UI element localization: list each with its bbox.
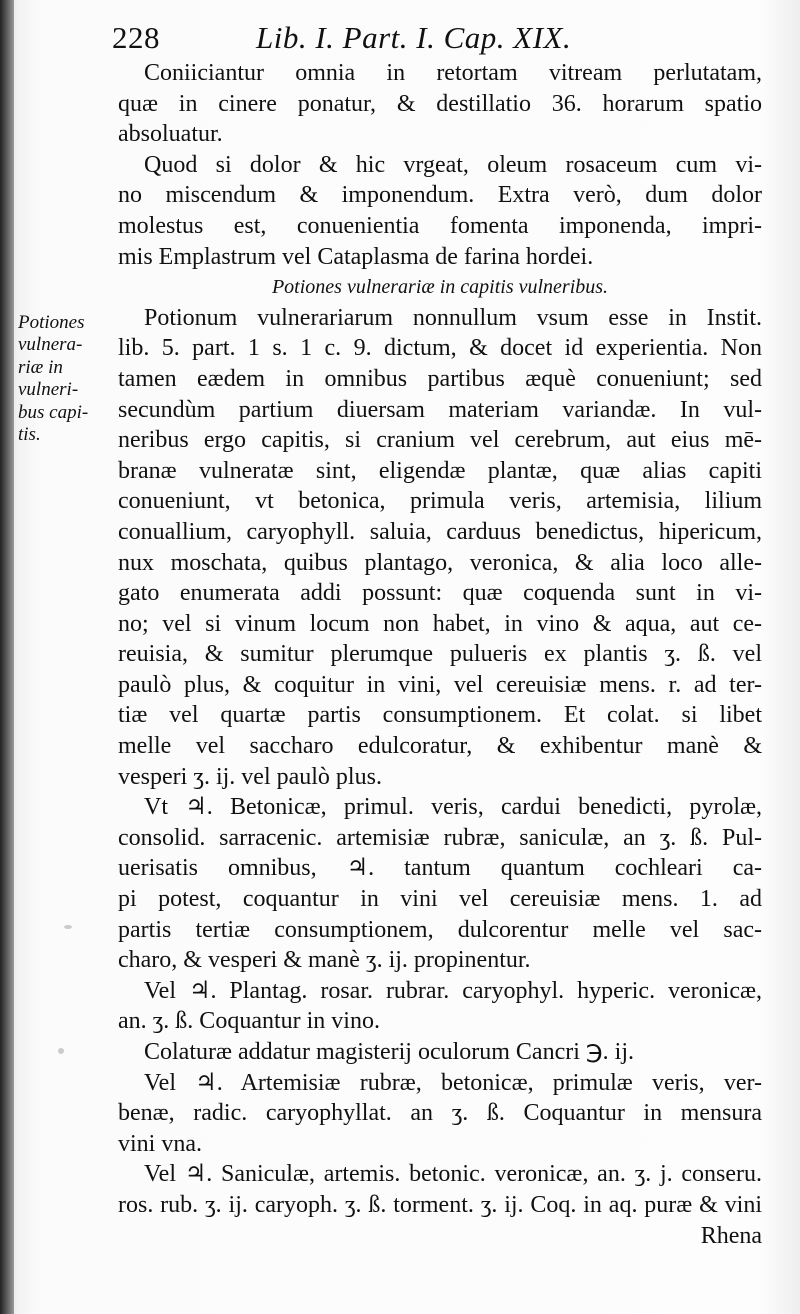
text-line: Rhena (700, 1222, 762, 1249)
text-line: Vel ♃. Saniculæ, artemis. betonic. veronicæ, an. ʒ. j. conseru. (144, 1161, 762, 1188)
text-line: pi potest, coquantur in vini vel cereuisiæ mens. 1. ad (118, 886, 762, 913)
text-line: nux moschata, quibus plantago, veronica, & alia loco alle- (118, 549, 762, 576)
marginal-note-line: tis. (18, 424, 41, 446)
ink-smudge (58, 1048, 64, 1054)
text-line: conueniunt, vt betonica, primula veris, artemisia, lilium (118, 488, 762, 515)
text-line: partis tertiæ consumptionem, dulcorentur melle vel sac- (118, 916, 762, 943)
text-line: branæ vulneratæ sint, eligendæ plantæ, quæ alias capiti (118, 457, 762, 484)
text-line: benæ, radic. caryophyllat. an ʒ. ß. Coquantur in mensura (118, 1100, 762, 1127)
text-line: Vel ♃. Artemisiæ rubræ, betonicæ, primulæ veris, ver- (144, 1069, 762, 1096)
text-line: tamen eædem in omnibus partibus æquè conueniunt; sed (118, 365, 762, 392)
marginal-note (18, 312, 108, 446)
ink-smudge (64, 925, 72, 929)
text-line: Colaturæ addatur magisterij oculorum Cancri ℈. ij. (144, 1039, 634, 1065)
running-title: Lib. I. Part. I. Cap. XIX. (256, 20, 572, 55)
text-line: paulò plus, & coquitur in vini, vel cereuisiæ mens. r. ad ter- (118, 671, 762, 698)
marginal-note-line: riæ in (18, 356, 63, 378)
text-line: tiæ vel quartæ partis consumptionem. Et colat. si libet (118, 702, 762, 729)
marginal-note-line: Potiones (18, 312, 85, 333)
text-line: melle vel saccharo edulcoratur, & exhibentur manè & (118, 733, 762, 760)
text-line: Vel ♃. Plantag. rosar. rubrar. caryophyl. hyperic. veronicæ, (144, 977, 762, 1004)
text-line: Quod si dolor & hic vrgeat, oleum rosaceum cum vi- (144, 151, 762, 178)
text-line: quæ in cinere ponatur, & destillatio 36. horarum spatio (118, 90, 762, 117)
marginal-note-line: vulneri- (18, 379, 79, 401)
text-line: absoluatur. (118, 121, 223, 148)
text-line: vini vna. (118, 1130, 202, 1157)
text-line: vesperi ʒ. ij. vel paulò plus. (118, 763, 382, 790)
text-line: secundùm partium diuersam materiam variandæ. In vul- (118, 396, 762, 423)
body-text (118, 58, 762, 1251)
book-spine-shadow (0, 0, 14, 1314)
text-line: consolid. sarracenic. artemisiæ rubræ, saniculæ, an ʒ. ß. Pul- (118, 824, 762, 851)
text-line: gato enumerata addi possunt: quæ coquenda sunt in vi- (118, 580, 762, 607)
text-line: conuallium, caryophyll. saluia, carduus benedictus, hipericum, (118, 518, 762, 545)
marginal-note-line: vulnera- (18, 334, 83, 356)
text-line: no; vel si vinum locum non habet, in vino & aqua, aut ce- (118, 610, 762, 637)
text-line: reuisia, & sumitur plerumque pulueris ex plantis ʒ. ß. vel (118, 641, 762, 668)
marginal-note-line: bus capi- (18, 401, 89, 423)
text-line: Potionum vulnerariarum nonnullum vsum esse in Instit. (144, 304, 762, 331)
text-line: an. ʒ. ß. Coquantur in vino. (118, 1008, 380, 1035)
text-line: neribus ergo capitis, si cranium vel cerebrum, aut eius mē- (118, 427, 762, 454)
text-line: charo, & vesperi & manè ʒ. ij. propinentur. (118, 947, 531, 974)
section-heading: Potiones vulnerariæ in capitis vulneribus. (271, 276, 609, 299)
text-line: uerisatis omnibus, ♃. tantum quantum cochleari ca- (118, 855, 762, 882)
text-line: lib. 5. part. 1 s. 1 c. 9. dictum, & docet id experientia. Non (118, 335, 762, 362)
text-line: ros. rub. ʒ. ij. caryoph. ʒ. ß. torment. ʒ. ij. Coq. in aq. puræ & vini (118, 1191, 762, 1218)
text-line: molestus est, conuenientia fomenta imponenda, impri- (118, 212, 762, 239)
page-number: 228 (112, 20, 160, 55)
text-line: no miscendum & imponendum. Extra verò, dum dolor (118, 182, 762, 209)
text-line: Coniiciantur omnia in retortam vitream perlutatam, (144, 60, 762, 86)
text-line: Vt ♃. Betonicæ, primul. veris, cardui benedicti, pyrolæ, (144, 794, 762, 821)
text-line: mis Emplastrum vel Cataplasma de farina hordei. (118, 243, 594, 270)
